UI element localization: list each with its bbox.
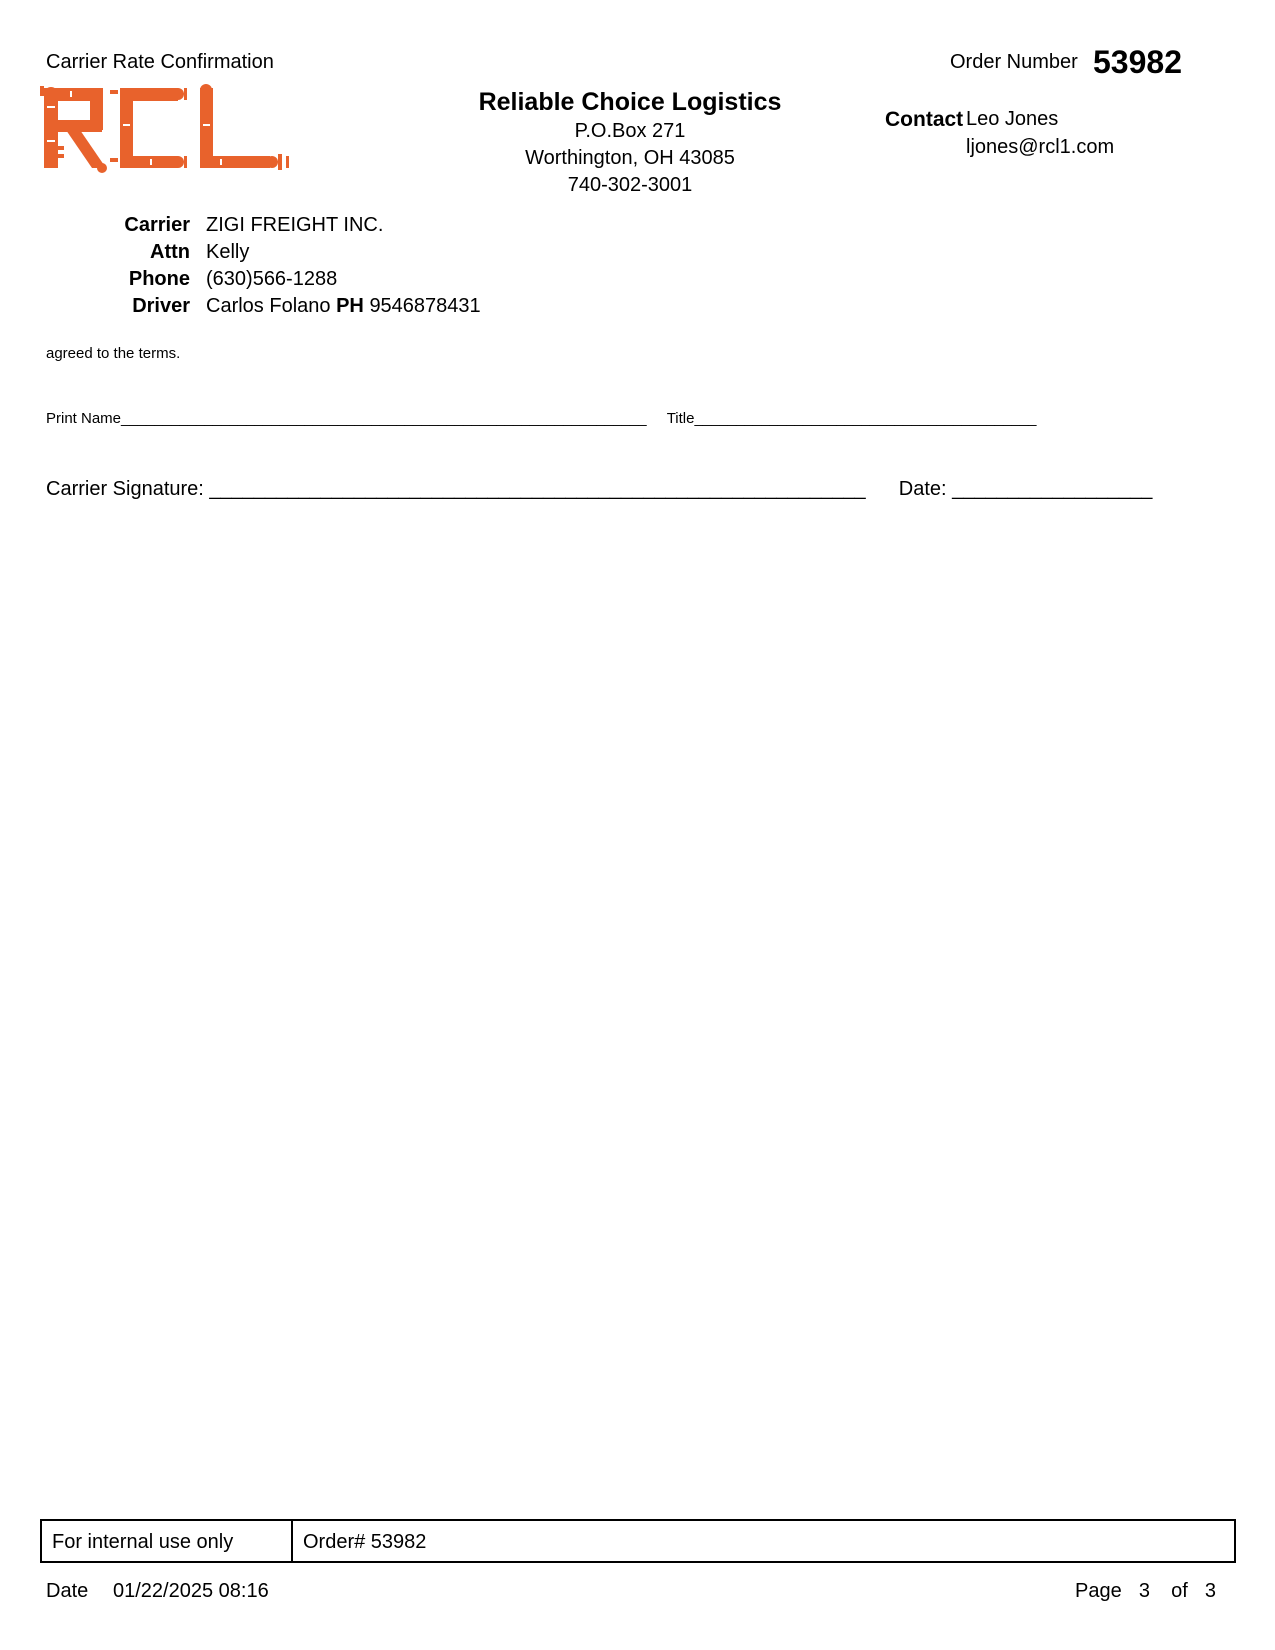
document-type-title: Carrier Rate Confirmation (46, 51, 274, 73)
signature-date-field[interactable]: __________________ (952, 478, 1153, 500)
company-block (440, 86, 820, 199)
driver-label: Driver (132, 295, 190, 317)
title-field[interactable]: _________________________________________ (694, 410, 1037, 427)
page-total: 3 (1204, 1580, 1217, 1602)
phone-value: (630)566-1288 (206, 268, 338, 290)
title-label: Title (666, 410, 695, 427)
driver-name: Carlos Folano (206, 295, 331, 317)
footer-date-value: 01/22/2025 08:16 (113, 1580, 269, 1602)
attn-value: Kelly (206, 241, 250, 263)
terms-text: agreed to the terms. (46, 345, 181, 362)
carrier-signature-label: Carrier Signature: (46, 478, 204, 500)
order-number-label: Order Number (950, 51, 1078, 73)
print-name-row (46, 410, 1037, 427)
contact-label: Contact (885, 108, 964, 131)
carrier-value: ZIGI FREIGHT INC. (206, 214, 384, 236)
footer-date-label: Date (46, 1580, 89, 1602)
company-logo (40, 84, 292, 182)
contact-name: Leo Jones (966, 108, 1059, 130)
driver-ph-label: PH (336, 295, 364, 317)
contact-email: ljones@rcl1.com (966, 136, 1115, 158)
rcl-logo-graphic (40, 84, 292, 182)
print-name-label: Print Name (46, 410, 122, 427)
company-phone: 740-302-3001 (567, 174, 693, 196)
order-number-value: 53982 (1093, 44, 1182, 80)
signature-date-label: Date: (898, 478, 947, 500)
page-of-label: of (1171, 1580, 1188, 1602)
signature-row (46, 478, 1152, 501)
print-name-field[interactable]: _______________________________________________________________ (121, 410, 647, 427)
internal-use-label: For internal use only (42, 1521, 293, 1561)
footer-order-ref: Order# 53982 (303, 1531, 427, 1553)
page-indicator (1075, 1580, 1216, 1603)
driver-info (206, 295, 481, 318)
company-address-line1: P.O.Box 271 (574, 120, 686, 142)
driver-ph-value: 9546878431 (369, 295, 481, 317)
carrier-label: Carrier (124, 214, 190, 236)
attn-label: Attn (150, 241, 190, 263)
page-current: 3 (1138, 1580, 1150, 1602)
phone-label: Phone (128, 268, 190, 290)
carrier-signature-field[interactable]: ___________________________________________________________ (209, 478, 866, 500)
company-name: Reliable Choice Logistics (478, 88, 782, 116)
footer-box (40, 1519, 1236, 1563)
company-address-line2: Worthington, OH 43085 (525, 147, 735, 169)
page-label: Page (1075, 1580, 1122, 1602)
